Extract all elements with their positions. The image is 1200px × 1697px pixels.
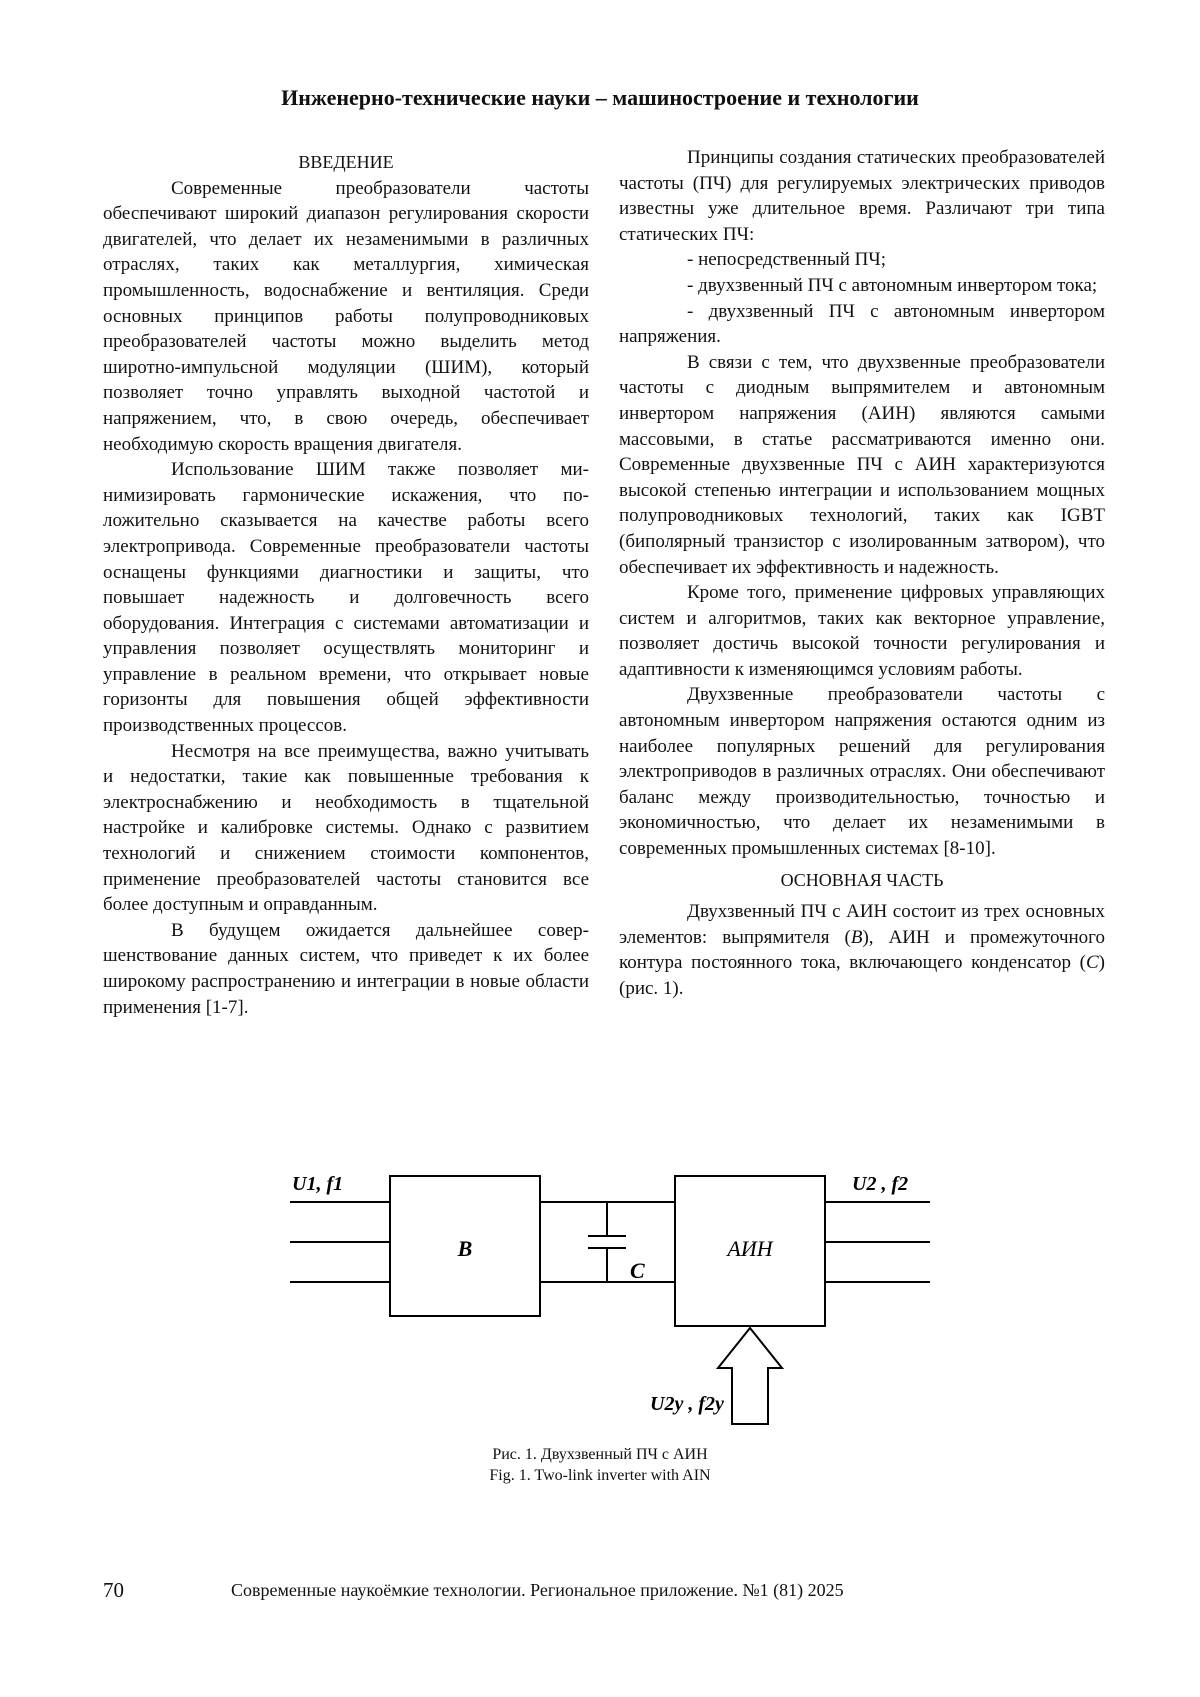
paragraph: Кроме того, применение цифровых управляющих систем и алгоритмов, таких как векторное управление, позволяет достичь высокой точности регулирования и адаптивности к изменяющимся условиям работы.: [619, 582, 1105, 680]
text-run: Двухзвенный ПЧ с АИН состоит из трех основных элементов: выпрямителя (: [619, 901, 1105, 948]
inverter-label: АИН: [727, 1236, 773, 1261]
control-label: U2y , f2y: [650, 1393, 724, 1415]
paragraph: В связи с тем, что двухзвенные преобразователи частоты с диодным выпрямителем и автономным инвертором напряжения (АИН) являются самыми массовыми, в статье рассматриваются именно они. Современные двухзвенные ПЧ с АИН характеризуются высокой степенью интеграции и использованием мощных полупроводниковых технологий, таких как IGBT (биполярный транзистор с изолированным затвором), что обеспечивает их эффективность и надежность.: [619, 351, 1105, 578]
running-header: Инженерно-технические науки – машиностроение и технологии: [281, 85, 919, 110]
journal-title: Современные наукоёмкие технологии. Региональное приложение. №1 (81) 2025: [231, 1580, 844, 1600]
output-label: U2 , f2: [852, 1173, 909, 1195]
page-number: 70: [103, 1578, 124, 1602]
control-arrow-icon: [718, 1328, 782, 1424]
paragraph-with-italics: [619, 899, 1105, 1001]
section-title-main-part: ОСНОВНАЯ ЧАСТЬ: [780, 869, 944, 890]
italic-symbol-b: B: [850, 926, 863, 948]
list-item: - двухзвенный ПЧ с автономным инвертором тока;: [687, 274, 1098, 296]
paragraph: Двухзвенные преобразователи частоты с автономным инвертором напряжения остаются одним из наиболее популярных решений для регулирования электроприводов в различных отраслях. Они обеспечивают баланс между производительностью, точностью и экономичностью, что делает их незаменимыми в современных промышленных системах [8-10].: [619, 684, 1105, 860]
paragraph: Принципы создания статических преобразователей частоты (ПЧ) для регулируемых электрических приводов известны уже длительное время. Различают три типа статических ПЧ:: [619, 147, 1105, 245]
rectifier-label: B: [457, 1236, 473, 1261]
text-run: ) (рис. 1).: [619, 952, 1105, 999]
input-label: U1, f1: [292, 1173, 344, 1195]
italic-symbol-c: C: [1085, 952, 1099, 974]
right-column: [619, 145, 1105, 1002]
paragraph: В будущем ожидается дальнейшее совершенствование данных систем, что приведет к их более широкому распространению и интеграции в новые области применения [1-7].: [103, 919, 589, 1018]
paragraph: Несмотря на все преимущества, важно учитывать и недостатки, такие как повышенные требования к электроснабжению и необходимость в тщательной настройке и калибровке системы. Однако с развитием технологий и снижением стоимости компонентов, применение преобразователей частоты становится все более доступным и оправданным.: [103, 740, 589, 916]
section-title-introduction: ВВЕДЕНИЕ: [298, 152, 394, 172]
caption-en: Fig. 1. Two-link inverter with AIN: [489, 1467, 711, 1484]
left-column: [103, 150, 589, 1020]
text-run: ), АИН и промежуточного контура постоянного тока, включающего конденсатор (: [619, 926, 1105, 974]
paragraph: Современные преобразователи частоты обеспечивают широкий диапазон регулирования скорости двигателей, что делает их незаменимыми в различных отраслях, таких как металлургия, химическая промышленность, водоснабжение и вентиляция. Среди основных принципов работы полупроводниковых преобразователей частоты можно выделить метод широтно-импульсной модуляции (ШИМ), который позволяет точно управлять выходной частотой и напряжением, что, в свою очередь, обеспечивает необходимую скорость вращения двигателя.: [103, 177, 589, 455]
figure-caption: [0, 1444, 1200, 1486]
paragraph: Использование ШИМ также позволяет минимизировать гармонические искажения, что положительно сказывается на качестве работы всего электропривода. Современные преобразователи частоты оснащены функциями диагностики и защиты, что повышает надежность и долговечность всего оборудования. Интеграция с системами автоматизации и управления позволяет осуществлять мониторинг и управление в реальном времени, что открывает новые горизонты для повышения общей эффективности производственных процессов.: [103, 459, 589, 737]
capacitor-label: C: [630, 1258, 645, 1283]
list-item: - двухзвенный ПЧ с автономным инвертором напряжения.: [619, 300, 1105, 348]
caption-ru: Рис. 1. Двухзвенный ПЧ с АИН: [492, 1446, 708, 1463]
circuit-diagram: [280, 1160, 940, 1430]
list-item: - непосредственный ПЧ;: [687, 249, 886, 271]
